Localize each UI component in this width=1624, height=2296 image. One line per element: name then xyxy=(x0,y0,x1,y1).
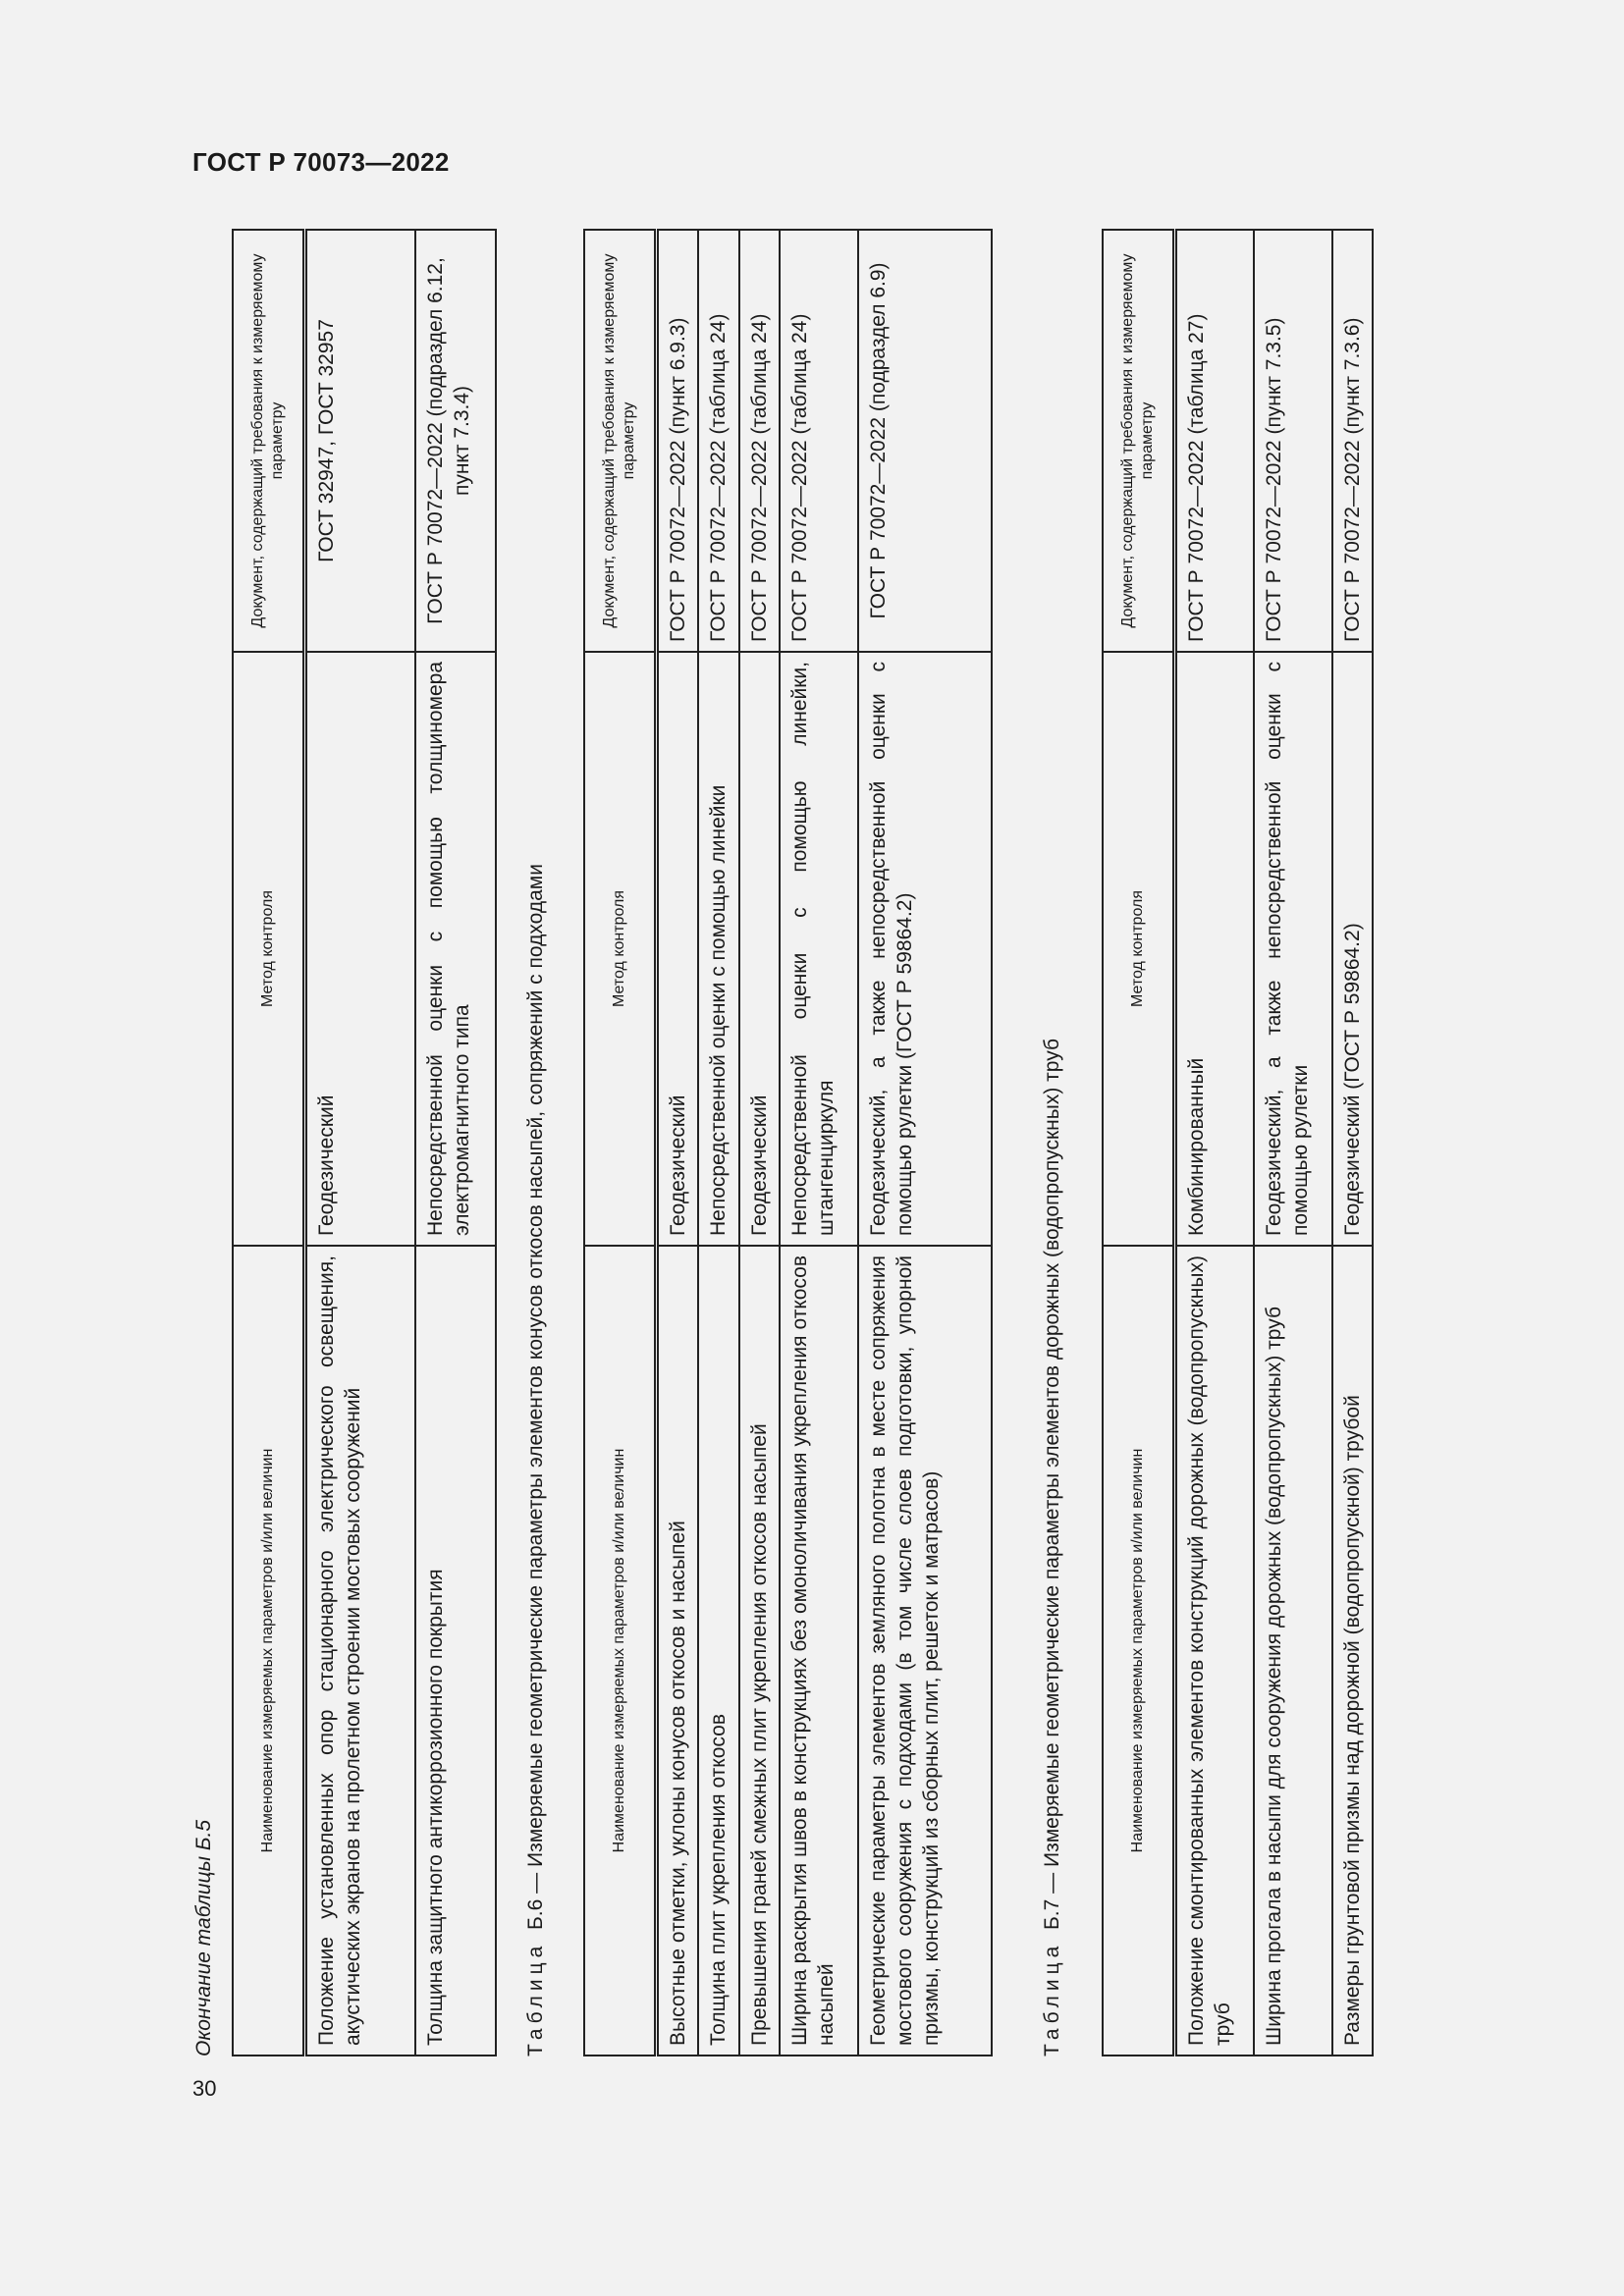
method-cell: Геодезический xyxy=(305,652,415,1246)
continuation-label: Окончание таблицы Б.5 xyxy=(192,1819,215,2056)
param-cell: Толщина плит укрепления откосов xyxy=(698,1246,738,2056)
document-header: ГОСТ Р 70073—2022 xyxy=(192,147,450,177)
doc-cell: ГОСТ Р 70072—2022 (подраздел 6.12, пункт 7.3.4) xyxy=(415,230,496,652)
method-cell: Геодезический xyxy=(657,652,699,1246)
table-row xyxy=(858,230,992,2056)
table-row xyxy=(1254,230,1332,2056)
caption-text: Б.6 — Измеряемые геометрические параметры элементов конусов откосов насыпей, сопряжений с подходами xyxy=(524,864,547,1930)
table-header-row xyxy=(1103,230,1175,2056)
rotated-content xyxy=(192,211,1410,2056)
page-number: 30 xyxy=(192,2076,217,2101)
table-row xyxy=(657,230,699,2056)
table-row xyxy=(305,230,415,2056)
table-row xyxy=(698,230,738,2056)
table-row xyxy=(780,230,858,2056)
column-header-param: Наименование измеряемых параметров и/или величин xyxy=(1103,1246,1175,2056)
table-b5 xyxy=(232,229,497,2056)
column-header-method: Метод контроля xyxy=(233,652,305,1246)
table-row xyxy=(415,230,496,2056)
table-header-row xyxy=(233,230,305,2056)
caption-prefix: Таблица xyxy=(1041,1941,1063,2056)
column-header-method: Метод контроля xyxy=(1103,652,1175,1246)
table-row xyxy=(1332,230,1373,2056)
param-cell: Ширина раскрытия швов в конструкциях без омоноличивания укрепления откосов насыпей xyxy=(780,1246,858,2056)
doc-cell: ГОСТ Р 70072—2022 (таблица 24) xyxy=(739,230,780,652)
doc-cell: ГОСТ Р 70072—2022 (таблица 24) xyxy=(780,230,858,652)
doc-cell: ГОСТ Р 70072—2022 (подраздел 6.9) xyxy=(858,230,992,652)
column-header-method: Метод контроля xyxy=(584,652,657,1246)
doc-cell: ГОСТ Р 70072—2022 (пункт 6.9.3) xyxy=(657,230,699,652)
table-row xyxy=(739,230,780,2056)
doc-cell: ГОСТ Р 70072—2022 (таблица 24) xyxy=(698,230,738,652)
table-b7-caption xyxy=(1041,1039,1064,2056)
table-b7 xyxy=(1102,229,1374,2056)
column-header-param: Наименование измеряемых параметров и/или величин xyxy=(584,1246,657,2056)
column-header-doc: Документ, содержащий требования к измеряемому параметру xyxy=(1103,230,1175,652)
table-header-row xyxy=(584,230,657,2056)
column-header-doc: Документ, содержащий требования к измеряемому параметру xyxy=(584,230,657,652)
doc-cell: ГОСТ Р 70072—2022 (таблица 27) xyxy=(1175,230,1254,652)
caption-text: Б.7 — Измеряемые геометрические параметры элементов дорожных (водопропускных) труб xyxy=(1041,1038,1063,1930)
method-cell: Непосредственной оценки с помощью толщиномера электромагнитного типа xyxy=(415,652,496,1246)
method-cell: Геодезический, а также непосредственной оценки с помощью рулетки (ГОСТ Р 59864.2) xyxy=(858,652,992,1246)
doc-cell: ГОСТ 32947, ГОСТ 32957 xyxy=(305,230,415,652)
table-b6 xyxy=(583,229,993,2056)
column-header-param: Наименование измеряемых параметров и/или величин xyxy=(233,1246,305,2056)
param-cell: Толщина защитного антикоррозионного покрытия xyxy=(415,1246,496,2056)
param-cell: Геометрические параметры элементов земляного полотна в месте сопряжения мостового сооружения с подходами (в том числе слоев подготовки, упорной призмы, конструкций из сборных плит, решеток и матрасов) xyxy=(858,1246,992,2056)
param-cell: Положение установленных опор стационарного электрического освещения, акустических экранов на пролетном строении мостовых сооружений xyxy=(305,1246,415,2056)
method-cell: Геодезический xyxy=(739,652,780,1246)
method-cell: Геодезический (ГОСТ Р 59864.2) xyxy=(1332,652,1373,1246)
doc-cell: ГОСТ Р 70072—2022 (пункт 7.3.5) xyxy=(1254,230,1332,652)
param-cell: Высотные отметки, уклоны конусов откосов и насыпей xyxy=(657,1246,699,2056)
param-cell: Ширина прогала в насыпи для сооружения дорожных (водопропускных) труб xyxy=(1254,1246,1332,2056)
param-cell: Положение смонтированных элементов конструкций дорожных (водопропускных) труб xyxy=(1175,1246,1254,2056)
caption-prefix: Таблица xyxy=(524,1941,547,2056)
doc-cell: ГОСТ Р 70072—2022 (пункт 7.3.6) xyxy=(1332,230,1373,652)
method-cell: Непосредственной оценки с помощью линейки xyxy=(698,652,738,1246)
param-cell: Размеры грунтовой призмы над дорожной (водопропускной) трубой xyxy=(1332,1246,1373,2056)
method-cell: Непосредственной оценки с помощью линейки, штангенциркуля xyxy=(780,652,858,1246)
method-cell: Геодезический, а также непосредственной оценки с помощью рулетки xyxy=(1254,652,1332,1246)
column-header-doc: Документ, содержащий требования к измеряемому параметру xyxy=(233,230,305,652)
table-b6-caption xyxy=(524,864,548,2056)
method-cell: Комбинированный xyxy=(1175,652,1254,1246)
table-row xyxy=(1175,230,1254,2056)
param-cell: Превышения граней смежных плит укрепления откосов насыпей xyxy=(739,1246,780,2056)
